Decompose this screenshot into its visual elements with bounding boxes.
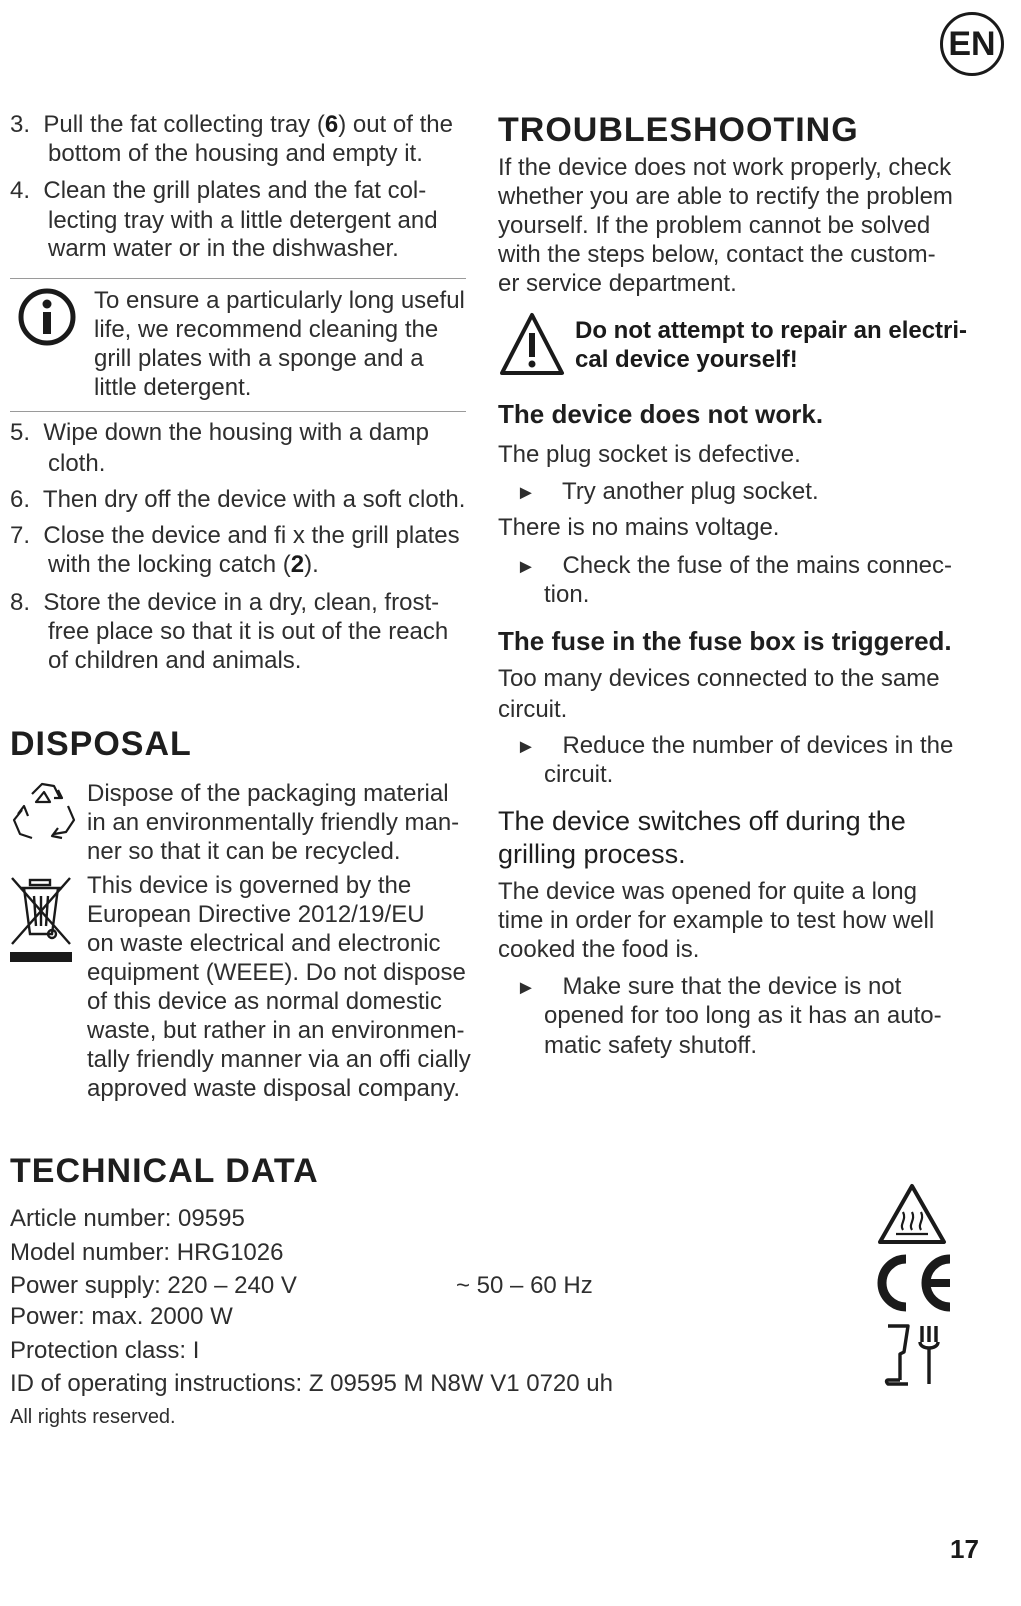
protection-class: Protection class: I — [10, 1337, 200, 1364]
step-7-line-2: with the locking catch (2). — [48, 551, 319, 578]
packaging-text: Dispose of the packaging material in an environmentally friendly man- ner so that it can be recycled. — [87, 780, 460, 865]
instructions-id: ID of operating instructions: Z 09595 M N8W V1 0720 uh — [10, 1370, 613, 1397]
problem-3-title: The device switches off during the — [498, 806, 906, 836]
warning-triangle-icon — [498, 311, 566, 377]
divider — [10, 278, 466, 279]
rights-notice: All rights reserved. — [10, 1406, 176, 1428]
crossed-bin-icon — [8, 874, 74, 966]
info-note: To ensure a particularly long useful life, we recommend cleaning the grill plates with a sponge and a little detergent. — [94, 287, 465, 401]
troubleshooting-title: TROUBLESHOOTING — [498, 111, 859, 149]
bullet-arrow-icon: ► — [516, 977, 536, 999]
bullet-arrow-icon: ► — [516, 482, 536, 504]
step-8: 8. Store the device in a dry, clean, frost- — [10, 589, 440, 616]
step-4-line-3: warm water or in the dishwasher. — [48, 235, 399, 262]
power: Power: max. 2000 W — [10, 1303, 233, 1330]
warning-text: Do not attempt to repair an electri- cal device yourself! — [575, 317, 968, 373]
problem-1-fix-2: ► Check the fuse of the mains connec- — [516, 552, 953, 579]
problem-1-fix-1: ► Try another plug socket. — [516, 478, 819, 505]
article-number: Article number: 09595 — [10, 1205, 245, 1232]
problem-1-fix-2-line-2: tion. — [544, 581, 590, 608]
step-8-line-3: of children and animals. — [48, 647, 302, 674]
step-3-line-2: bottom of the housing and empty it. — [48, 140, 423, 167]
step-5: 5. Wipe down the housing with a damp — [10, 419, 429, 446]
problem-3-title-line-2: grilling process. — [498, 839, 686, 869]
model-number: Model number: HRG1026 — [10, 1239, 284, 1266]
problem-2-title: The fuse in the fuse box is triggered. — [498, 626, 952, 656]
recycle-icon — [10, 780, 78, 846]
step-5-line-2: cloth. — [48, 450, 106, 477]
technical-data-title: TECHNICAL DATA — [10, 1152, 319, 1190]
problem-3-cause: The device was opened for quite a long time in order for example to test how well cooked the food is. — [498, 878, 935, 963]
step-4-line-2: lecting tray with a little detergent and — [48, 207, 438, 234]
bullet-arrow-icon: ► — [516, 556, 536, 578]
step-4: 4. Clean the grill plates and the fat col- — [10, 177, 427, 204]
problem-1-cause-2: There is no mains voltage. — [498, 514, 780, 541]
problem-1-title: The device does not work. — [498, 399, 824, 429]
page-number: 17 — [950, 1534, 979, 1564]
weee-text: This device is governed by the European Directive 2012/19/EU on waste electrical and electronic equipment (WEEE). Do not dispose of this device as normal domestic waste, but rather in an environmen- tally friendly manner via an offi cially approved waste disposal company. — [87, 872, 471, 1102]
problem-3-fix: ► Make sure that the device is not — [516, 973, 902, 1000]
info-icon — [17, 287, 77, 347]
step-3: 3. Pull the fat collecting tray (6) out of the — [10, 111, 453, 138]
language-badge: EN — [940, 12, 1004, 76]
bullet-arrow-icon: ► — [516, 736, 536, 758]
hot-surface-icon — [876, 1182, 948, 1246]
troubleshooting-intro: If the device does not work properly, check whether you are able to rectify the problem yourself. If the problem cannot be solved with the steps below, contact the custom- er service department. — [498, 154, 953, 297]
step-7: 7. Close the device and fi x the grill plates — [10, 522, 460, 549]
problem-2-cause-line-2: circuit. — [498, 696, 568, 723]
step-8-line-2: free place so that it is out of the reach — [48, 618, 449, 645]
ce-mark-icon — [870, 1251, 956, 1315]
step-6: 6. Then dry off the device with a soft cloth. — [10, 486, 466, 513]
frequency: ~ 50 – 60 Hz — [456, 1272, 593, 1299]
food-safe-icon — [882, 1322, 944, 1388]
disposal-title: DISPOSAL — [10, 725, 192, 763]
problem-2-cause: Too many devices connected to the same — [498, 665, 940, 692]
problem-3-fix-line-2: opened for too long as it has an auto- — [544, 1002, 942, 1029]
problem-2-fix-line-2: circuit. — [544, 761, 614, 788]
problem-3-fix-line-3: matic safety shutoff. — [544, 1032, 757, 1059]
power-supply: Power supply: 220 – 240 V — [10, 1272, 297, 1299]
problem-1-cause-1: The plug socket is defective. — [498, 441, 801, 468]
divider — [10, 411, 466, 412]
problem-2-fix: ► Reduce the number of devices in the — [516, 732, 954, 759]
